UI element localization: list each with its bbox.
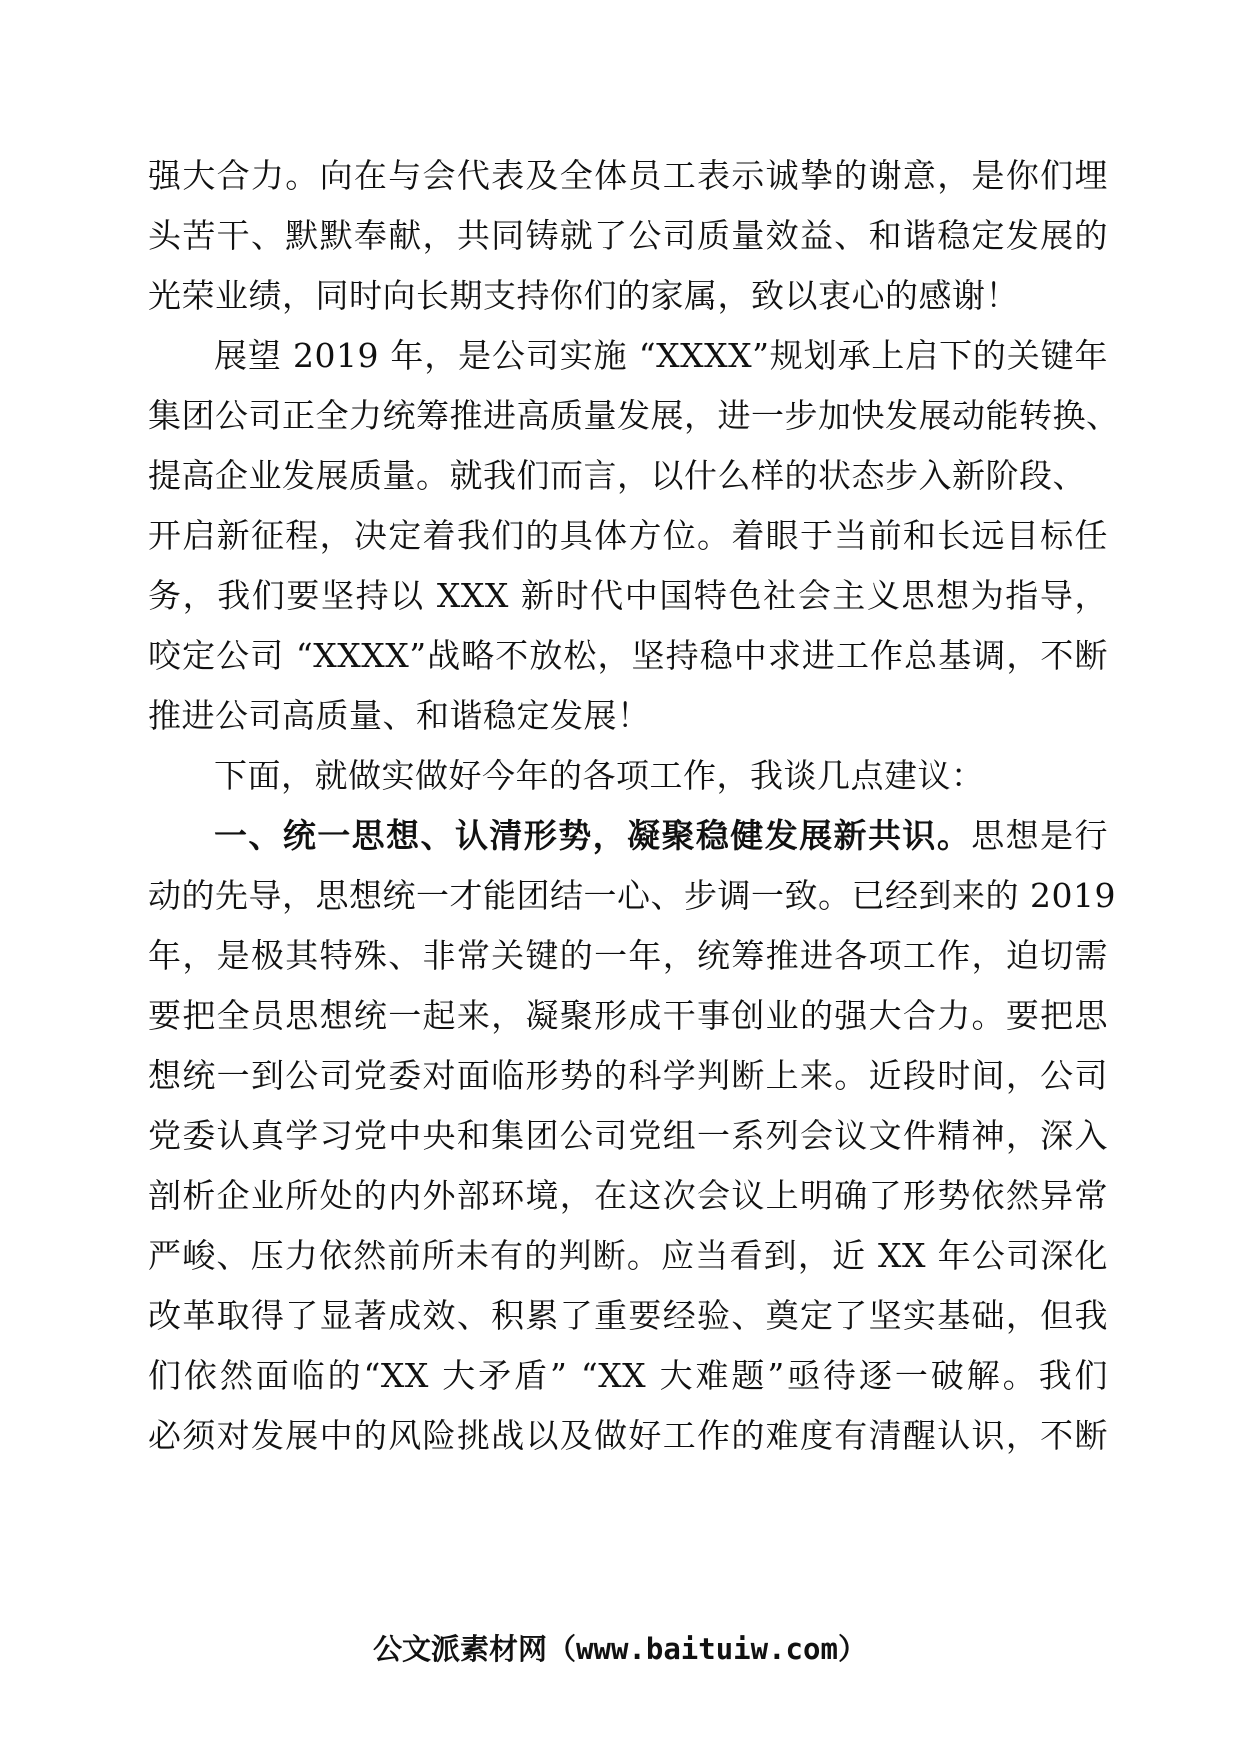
text-line: 头苦干、默默奉献，共同铸就了公司质量效益、和谐稳定发展的 bbox=[148, 216, 1108, 255]
footer-site-name: 公文派素材网 bbox=[373, 1632, 548, 1666]
section-heading: 一、统一思想、认清形势，凝聚稳健发展新共识。 bbox=[214, 816, 972, 855]
text-line: 集团公司正全力统筹推进高质量发展，进一步加快发展动能转换、 bbox=[148, 396, 1120, 435]
text-line: 动的先导，思想统一才能团结一心、步调一致。已经到来的 2019 bbox=[148, 876, 1116, 915]
text-line: 想统一到公司党委对面临形势的科学判断上来。近段时间，公司 bbox=[148, 1056, 1108, 1095]
text-line: 党委认真学习党中央和集团公司党组一系列会议文件精神，深入 bbox=[148, 1116, 1108, 1155]
paragraph-start-line: 下面，就做实做好今年的各项工作，我谈几点建议： bbox=[214, 756, 985, 795]
section-heading-line bbox=[214, 804, 1108, 868]
text-line: 咬定公司 “XXXX”战略不放松，坚持稳中求进工作总基调，不断 bbox=[148, 636, 1108, 675]
paragraph-start-line: 展望 2019 年，是公司实施 “XXXX”规划承上启下的关键年 bbox=[214, 336, 1108, 375]
text-line: 们依然面临的“XX 大矛盾” “XX 大难题”亟待逐一破解。我们 bbox=[148, 1356, 1108, 1395]
text-line: 光荣业绩，同时向长期支持你们的家属，致以衷心的感谢！ bbox=[148, 276, 1019, 315]
text-line: 必须对发展中的风险挑战以及做好工作的难度有清醒认识，不断 bbox=[148, 1416, 1108, 1455]
text-line: 要把全员思想统一起来，凝聚形成干事创业的强大合力。要把思 bbox=[148, 996, 1108, 1035]
text-line: 强大合力。向在与会代表及全体员工表示诚挚的谢意，是你们埋 bbox=[148, 156, 1108, 195]
text-line: 提高企业发展质量。就我们而言，以什么样的状态步入新阶段、 bbox=[148, 456, 1086, 495]
text-line: 剖析企业所处的内外部环境，在这次会议上明确了形势依然异常 bbox=[148, 1176, 1108, 1215]
text-line: 严峻、压力依然前所未有的判断。应当看到，近 XX 年公司深化 bbox=[148, 1236, 1108, 1275]
text-line: 开启新征程，决定着我们的具体方位。着眼于当前和长远目标任 bbox=[148, 516, 1108, 555]
page-footer bbox=[0, 1624, 1240, 1674]
section-heading-continuation: 思想是行 bbox=[971, 816, 1109, 855]
footer-site-url: （www.baituiw.com） bbox=[547, 1632, 867, 1666]
text-line: 推进公司高质量、和谐稳定发展！ bbox=[148, 696, 651, 735]
text-line: 改革取得了显著成效、积累了重要经验、奠定了坚实基础，但我 bbox=[148, 1296, 1108, 1335]
text-line: 务，我们要坚持以 XXX 新时代中国特色社会主义思想为指导， bbox=[148, 576, 1108, 615]
text-line: 年，是极其特殊、非常关键的一年，统筹推进各项工作，迫切需 bbox=[148, 936, 1108, 975]
